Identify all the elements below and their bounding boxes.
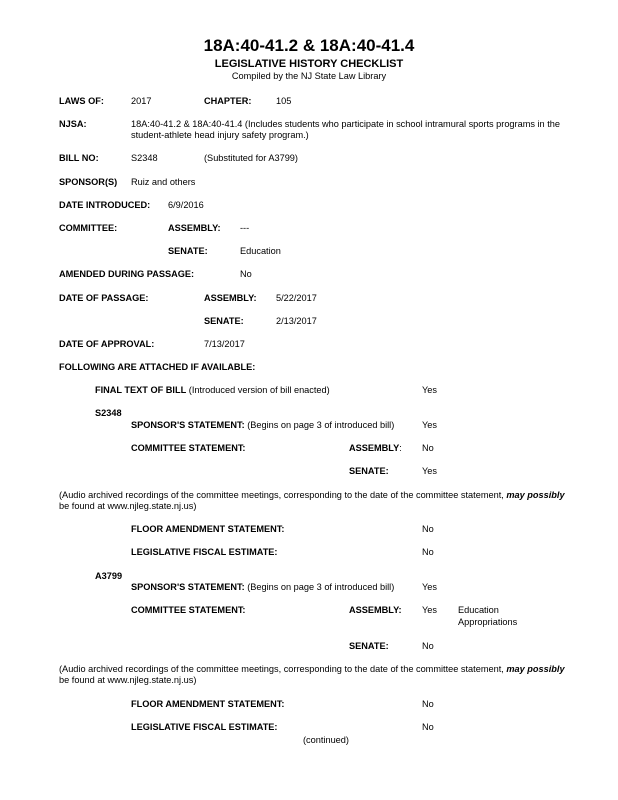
compiled-by: Compiled by the NJ State Law Library: [231, 71, 387, 81]
s2348-audio-line-2: be found at www.njleg.state.nj.us): [59, 501, 197, 511]
s2348-sponsor-statement-label: SPONSOR'S STATEMENT:: [131, 420, 245, 430]
date-introduced-label: DATE INTRODUCED:: [59, 200, 151, 210]
a3799-audio-line-2: be found at www.njleg.state.nj.us): [59, 675, 197, 685]
final-text-note: (Introduced version of bill enacted): [186, 385, 330, 395]
final-text-label: FINAL TEXT OF BILL: [95, 385, 187, 395]
a3799-assembly-label: ASSEMBLY:: [349, 605, 402, 615]
final-text-value: Yes: [422, 385, 437, 395]
continued-note: (continued): [303, 735, 349, 745]
sponsor-value: Ruiz and others: [131, 177, 196, 187]
a3799-label: A3799: [95, 571, 123, 581]
s2348-committee-statement-label: COMMITTEE STATEMENT:: [131, 443, 246, 453]
s2348-floor-label: FLOOR AMENDMENT STATEMENT:: [131, 524, 285, 534]
s2348-audio-emphasis: may possibly: [506, 490, 565, 500]
page-subtitle: LEGISLATIVE HISTORY CHECKLIST: [214, 58, 404, 70]
a3799-sponsor-statement-label: SPONSOR'S STATEMENT:: [131, 582, 245, 592]
a3799-audio-text: (Audio archived recordings of the committee meetings, corresponding to the date of the committee statement,: [59, 664, 507, 674]
laws-of-year: 2017: [131, 96, 152, 106]
a3799-fiscal-value: No: [422, 722, 434, 732]
laws-of-label: LAWS OF:: [59, 96, 104, 106]
committee-label: COMMITTEE:: [59, 223, 118, 233]
s2348-assembly-row: [349, 443, 402, 454]
a3799-audio-emphasis: may possibly: [506, 664, 565, 674]
a3799-sponsor-statement-note: (Begins on page 3 of introduced bill): [244, 582, 395, 592]
a3799-assembly-committee-2: Appropriations: [458, 617, 518, 627]
s2348-audio-line-1: [59, 490, 565, 501]
bill-number: S2348: [131, 153, 158, 163]
s2348-sponsor-statement-value: Yes: [422, 420, 437, 430]
s2348-floor-value: No: [422, 524, 434, 534]
amended-label: AMENDED DURING PASSAGE:: [59, 269, 195, 279]
bill-no-label: BILL NO:: [59, 153, 99, 163]
approval-value: 7/13/2017: [204, 339, 245, 349]
s2348-audio-text: (Audio archived recordings of the committee meetings, corresponding to the date of the committee statement,: [59, 490, 507, 500]
committee-assembly-value: ---: [240, 223, 250, 233]
njsa-line-2: student-athlete head injury safety program.): [131, 130, 309, 140]
amended-value: No: [240, 269, 252, 279]
a3799-assembly-value: Yes: [422, 605, 437, 615]
njsa-label: NJSA:: [59, 119, 87, 129]
passage-assembly-label: ASSEMBLY:: [204, 293, 257, 303]
chapter-value: 105: [276, 96, 292, 106]
bill-substituted: (Substituted for A3799): [204, 153, 298, 163]
a3799-floor-value: No: [422, 699, 434, 709]
final-text-row: [95, 385, 330, 396]
a3799-audio-line-1: [59, 664, 565, 675]
a3799-floor-label: FLOOR AMENDMENT STATEMENT:: [131, 699, 285, 709]
s2348-assembly-colon: :: [399, 443, 402, 453]
date-introduced-value: 6/9/2016: [168, 200, 204, 210]
attached-heading: FOLLOWING ARE ATTACHED IF AVAILABLE:: [59, 362, 256, 372]
s2348-sponsor-statement-note: (Begins on page 3 of introduced bill): [244, 420, 395, 430]
s2348-sponsor-statement-row: [131, 420, 394, 431]
passage-senate-label: SENATE:: [204, 316, 244, 326]
page-title: 18A:40-41.2 & 18A:40-41.4: [203, 36, 415, 55]
s2348-label: S2348: [95, 408, 122, 418]
s2348-fiscal-label: LEGISLATIVE FISCAL ESTIMATE:: [131, 547, 278, 557]
approval-label: DATE OF APPROVAL:: [59, 339, 155, 349]
committee-assembly-label: ASSEMBLY:: [168, 223, 221, 233]
a3799-sponsor-statement-value: Yes: [422, 582, 437, 592]
s2348-senate-label: SENATE:: [349, 466, 389, 476]
a3799-senate-label: SENATE:: [349, 641, 389, 651]
sponsor-label: SPONSOR(S): [59, 177, 118, 187]
a3799-committee-statement-label: COMMITTEE STATEMENT:: [131, 605, 246, 615]
a3799-fiscal-label: LEGISLATIVE FISCAL ESTIMATE:: [131, 722, 278, 732]
a3799-assembly-committee-1: Education: [458, 605, 499, 615]
s2348-assembly-label: ASSEMBLY: [349, 443, 400, 453]
njsa-line-1: 18A:40-41.2 & 18A:40-41.4 (Includes students who participate in school intramural sports programs in the: [131, 119, 560, 129]
s2348-assembly-value: No: [422, 443, 434, 453]
chapter-label: CHAPTER:: [204, 96, 252, 106]
s2348-senate-value: Yes: [422, 466, 437, 476]
passage-senate-value: 2/13/2017: [276, 316, 317, 326]
a3799-sponsor-statement-row: [131, 582, 394, 593]
committee-senate-label: SENATE:: [168, 246, 208, 256]
a3799-senate-value: No: [422, 641, 434, 651]
passage-assembly-value: 5/22/2017: [276, 293, 317, 303]
passage-label: DATE OF PASSAGE:: [59, 293, 149, 303]
committee-senate-value: Education: [240, 246, 281, 256]
s2348-fiscal-value: No: [422, 547, 434, 557]
